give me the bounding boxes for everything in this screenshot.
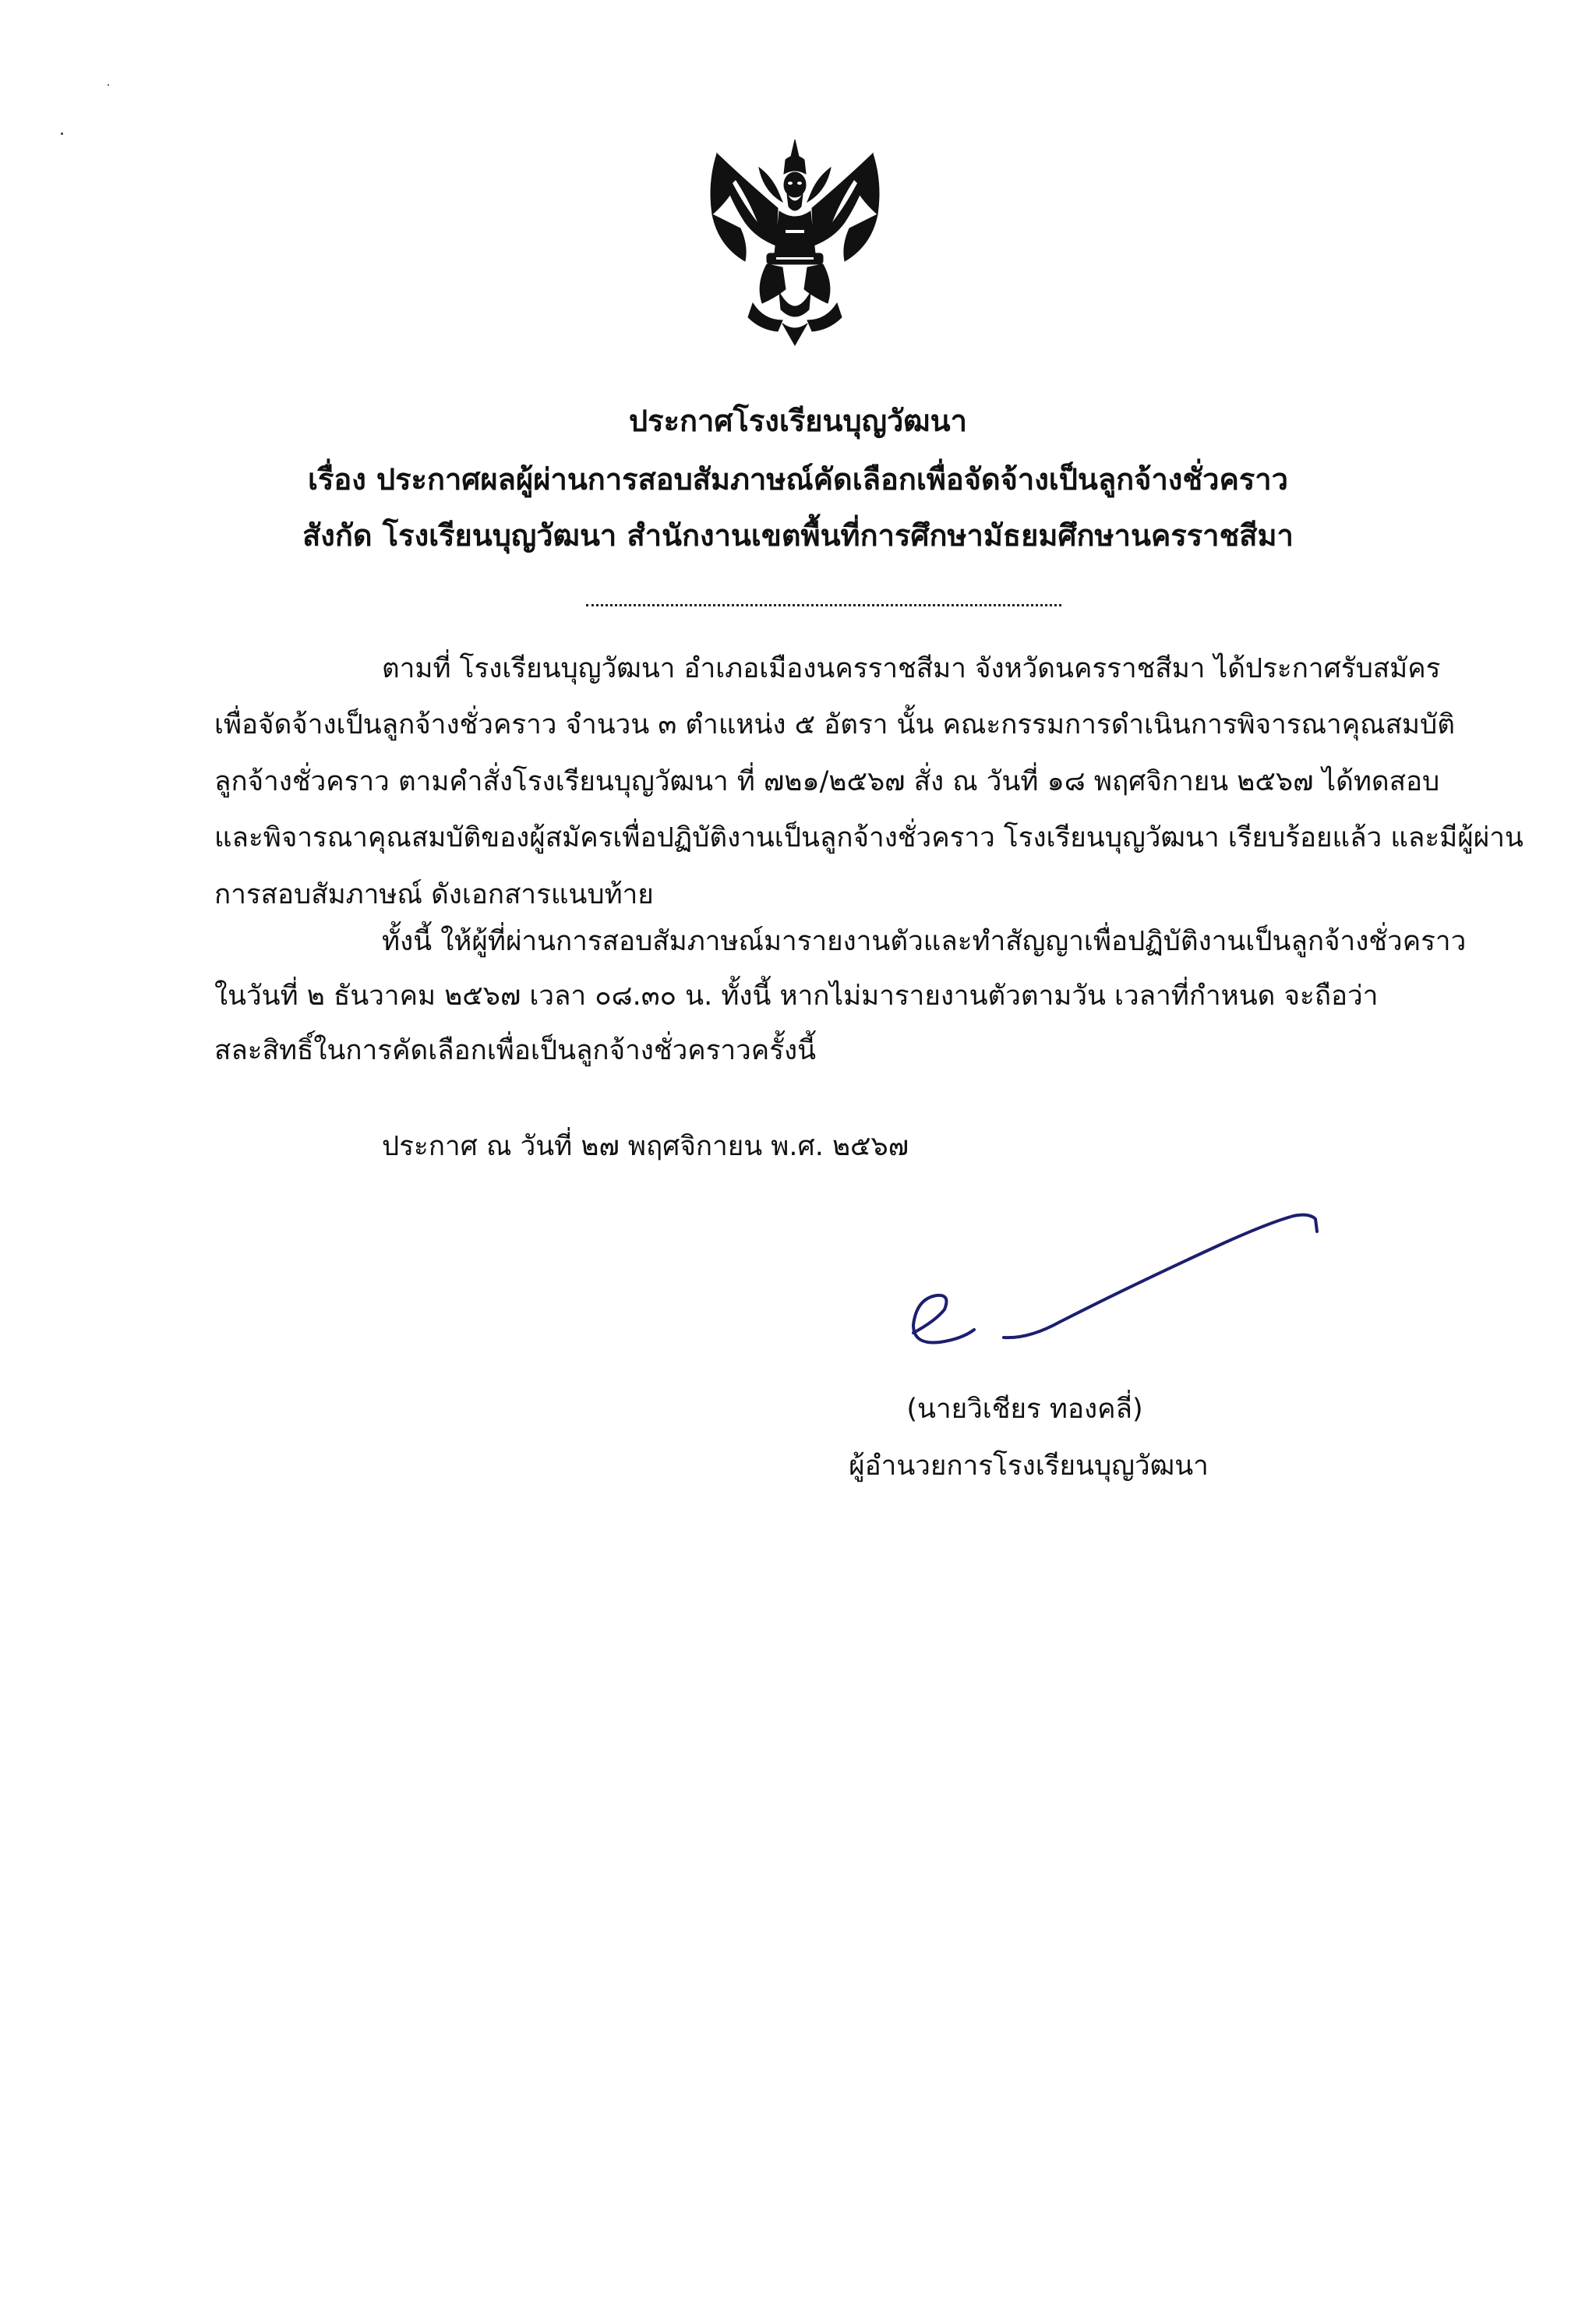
- scan-speck: [108, 84, 109, 86]
- body-line: สละสิทธิ์ในการคัดเลือกเพื่อเป็นลูกจ้างชั่วคราวครั้งนี้: [214, 1035, 817, 1066]
- body-line: เพื่อจัดจ้างเป็นลูกจ้างชั่วคราว จำนวน ๓ ตำแหน่ง ๕ อัตรา นั้น คณะกรรมการดำเนินการพิจารณาคุณสมบัติ: [214, 709, 1455, 740]
- announcement-date: ประกาศ ณ วันที่ ๒๗ พฤศจิกายน พ.ศ. ๒๕๖๗: [382, 1131, 909, 1162]
- signature-icon: [896, 1169, 1364, 1403]
- body-line: ทั้งนี้ ให้ผู้ที่ผ่านการสอบสัมภาษณ์มารายงานตัวและทำสัญญาเพื่อปฏิบัติงานเป็นลูกจ้างชั่วคราว: [382, 926, 1467, 957]
- scan-speck: [61, 133, 63, 135]
- body-line: ลูกจ้างชั่วคราว ตามคำสั่งโรงเรียนบุญวัฒนา ที่ ๗๒๑/๒๕๖๗ สั่ง ณ วันที่ ๑๘ พฤศจิกายน ๒๕๖๗ ได้ทดสอบ: [214, 766, 1440, 797]
- body-line: การสอบสัมภาษณ์ ดังเอกสารแนบท้าย: [214, 879, 654, 910]
- body-line: ในวันที่ ๒ ธันวาคม ๒๕๖๗ เวลา ๐๘.๓๐ น. ทั้งนี้ หากไม่มารายงานตัวตามวัน เวลาที่กำหนด จะถือว่า: [214, 981, 1379, 1012]
- signer-position: ผู้อำนวยการโรงเรียนบุญวัฒนา: [849, 1451, 1209, 1482]
- signer-name: (นายวิเชียร ทองคลี่): [906, 1394, 1143, 1425]
- garuda-emblem-icon: [701, 136, 888, 347]
- announcement-subject: เรื่อง ประกาศผลผู้ผ่านการสอบสัมภาษณ์คัดเลือกเพื่อจัดจ้างเป็นลูกจ้างชั่วคราว: [308, 462, 1288, 496]
- body-line: ตามที่ โรงเรียนบุญวัฒนา อำเภอเมืองนครราชสีมา จังหวัดนครราชสีมา ได้ประกาศรับสมัคร: [382, 653, 1441, 684]
- body-line: และพิจารณาคุณสมบัติของผู้สมัครเพื่อปฏิบัติงานเป็นลูกจ้างชั่วคราว โรงเรียนบุญวัฒนา เรียบร้อยแล้ว และมีผู้ผ่าน: [214, 822, 1524, 853]
- announcement-affiliation: สังกัด โรงเรียนบุญวัฒนา สำนักงานเขตพื้นที่การศึกษามัธยมศึกษานครราชสีมา: [302, 518, 1294, 553]
- announcement-title: ประกาศโรงเรียนบุญวัฒนา: [629, 404, 967, 438]
- header-separator: [586, 604, 1061, 606]
